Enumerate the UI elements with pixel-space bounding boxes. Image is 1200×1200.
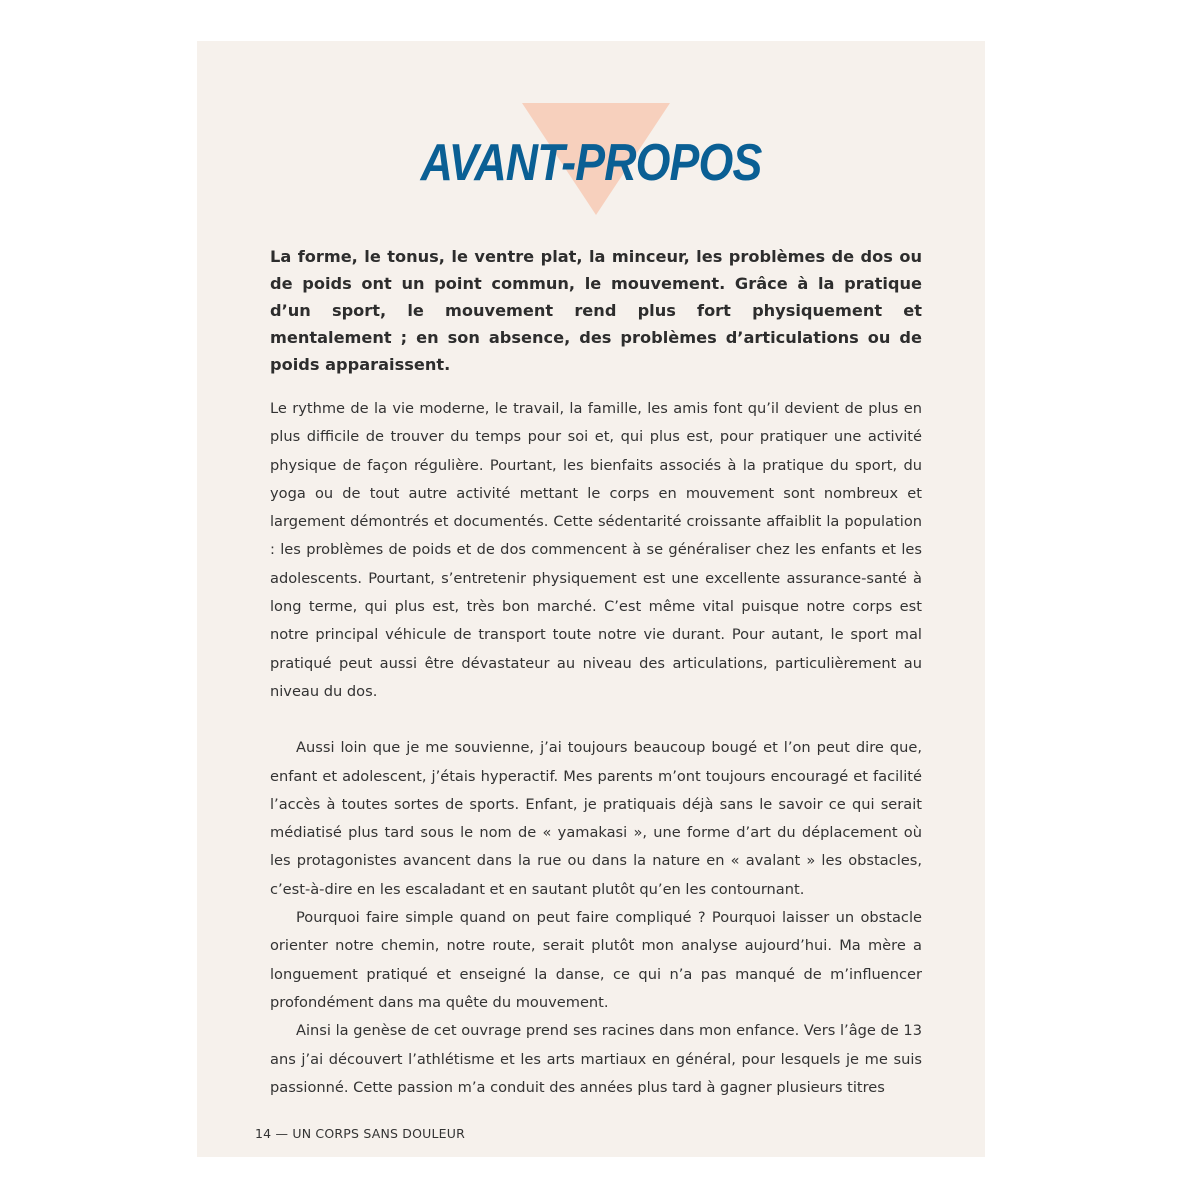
page-title: AVANT-PROPOS <box>420 134 762 192</box>
body-paragraph: Pourquoi faire simple quand on peut faire compliqué ? Pourquoi laisser un obstacle orienter notre chemin, notre route, serait plutôt mon analyse aujourd’hui. Ma mère a longuement pratiqué et enseigné la danse, ce qui n’a pas manqué de m’influencer profondément dans ma quête du mouvement. <box>270 909 922 1011</box>
intro-paragraph: La forme, le tonus, le ventre plat, la minceur, les problèmes de dos ou de poids ont un point commun, le mouvement. Grâce à la pratique d’un sport, le mouvement rend plus fort physiquement et mentalement ; en son absence, des problèmes d’articulations ou de poids apparaissent. <box>270 247 922 374</box>
body-paragraph: Ainsi la genèse de cet ouvrage prend ses racines dans mon enfance. Vers l’âge de 13 ans j’ai découvert l’athlétisme et les arts martiaux en général, pour lesquels je me suis passionné. Cette passion m’a conduit des années plus tard à gagner plusieurs titres <box>270 1022 922 1096</box>
body-paragraph: Le rythme de la vie moderne, le travail, la famille, les amis font qu’il devient de plus en plus difficile de trouver du temps pour soi et, qui plus est, pour pratiquer une activité physique de façon régulière. Pourtant, les bienfaits associés à la pratique du sport, du yoga ou de tout autre activité mettant le corps en mouvement sont nombreux et largement démontrés et documentés. Cette sédentarité croissante affaiblit la population : les problèmes de poids et de dos commencent à se généraliser chez les enfants et les adolescents. Pourtant, s’entretenir physiquement est une excellente assurance-santé à long terme, qui plus est, très bon marché. C’est même vital puisque notre corps est notre principal véhicule de transport toute notre vie durant. Pour autant, le sport mal pratiqué peut aussi être dévastateur au niveau des articulations, particulièrement au niveau du dos. <box>270 400 922 700</box>
body-text <box>270 395 922 1102</box>
page-footer: 14 — UN CORPS SANS DOULEUR <box>255 1126 466 1141</box>
body-paragraph: Aussi loin que je me souvienne, j’ai toujours beaucoup bougé et l’on peut dire que, enfant et adolescent, j’étais hyperactif. Mes parents m’ont toujours encouragé et facilité l’accès à toutes sortes de sports. Enfant, je pratiquais déjà sans le savoir ce qui serait médiatisé plus tard sous le nom de « yamakasi », une forme d’art du déplacement où les protagonistes avancent dans la rue ou dans la nature en « avalant » les obstacles, c’est-à-dire en les escaladant et en sautant plutôt qu’en les contournant. <box>270 739 922 898</box>
book-page <box>197 41 985 1157</box>
